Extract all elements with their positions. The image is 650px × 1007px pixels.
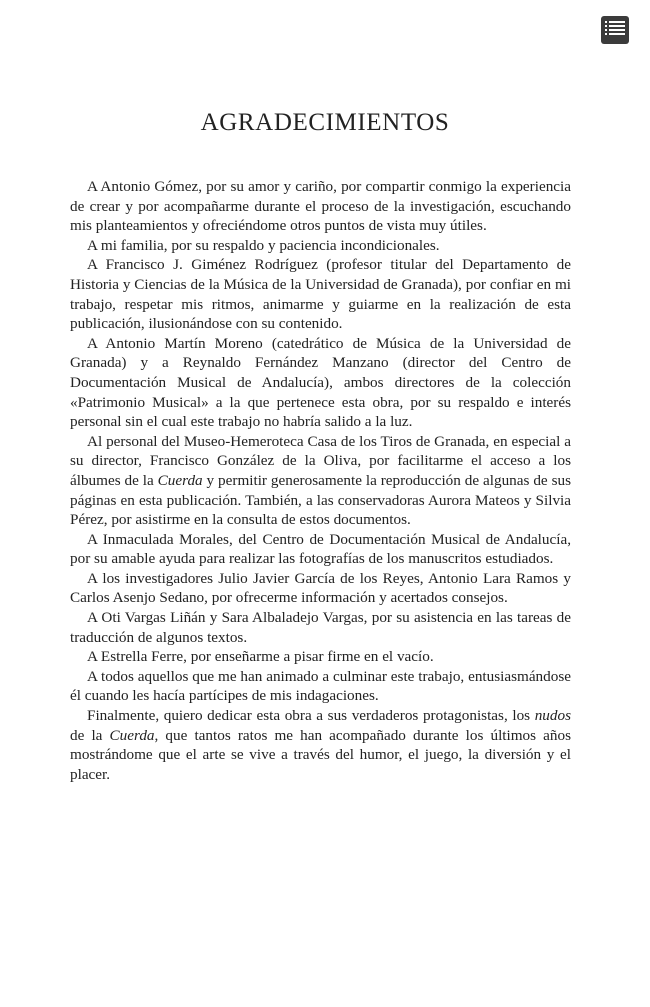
text-run: Al personal del Museo-Hemeroteca Casa de los Tiros de Granada, en especial a su director, Francisco González de la Oliva, por facilitarme el acceso a los álbumes de la xyxy=(70,432,571,489)
emphasis-cuerda: Cuerda xyxy=(157,471,203,489)
list-menu-icon[interactable] xyxy=(601,16,629,44)
text-run: , que tantos ratos me han acompañado durante los últimos años mostrándome que el arte se vive a través del humor, el juego, la diversión y el placer. xyxy=(70,726,571,783)
acknowledgements-body xyxy=(70,177,571,784)
paragraph-investigadores: A los investigadores Julio Javier García de los Reyes, Antonio Lara Ramos y Carlos Asenjo Sedano, por ofrecerme información y acertados consejos. xyxy=(70,569,571,607)
page-title: AGRADECIMIENTOS xyxy=(200,109,450,136)
menu-line xyxy=(605,29,625,31)
paragraph-estrella-ferre: A Estrella Ferre, por enseñarme a pisar firme en el vacío. xyxy=(87,648,434,666)
paragraph-familia: A mi familia, por su respaldo y paciencia incondicionales. xyxy=(87,236,440,254)
text-run: de la xyxy=(70,726,110,744)
menu-line xyxy=(605,33,625,35)
menu-line xyxy=(605,21,625,23)
paragraph-inmaculada-morales: A Inmaculada Morales, del Centro de Documentación Musical de Andalucía, por su amable ayuda para realizar las fotografías de los manuscritos estudiados. xyxy=(70,530,571,568)
menu-line xyxy=(605,25,625,27)
paragraph-francisco-gimenez: A Francisco J. Giménez Rodríguez (profesor titular del Departamento de Historia y Ciencias de la Música de la Universidad de Granada), por confiar en mi trabajo, respetar mis ritmos, animarme y guiarme en la realización de esta publicación, ilusionándose con su contenido. xyxy=(70,256,571,333)
emphasis-nudos: nudos xyxy=(534,707,571,725)
text-run: y permitir generosamente la reproducción de algunas de sus páginas en esta publicación. También, a las conservadoras Aurora Mateos y Silvia Pérez, por asistirme en la consulta de estos documentos. xyxy=(70,471,571,529)
paragraph-oti-vargas: A Oti Vargas Liñán y Sara Albaladejo Vargas, por su asistencia en las tareas de traducción de algunos textos. xyxy=(70,609,571,646)
emphasis-cuerda: Cuerda xyxy=(109,726,155,744)
paragraph-antonio-gomez: A Antonio Gómez, por su amor y cariño, por compartir conmigo la experiencia de crear y por acompañarme durante el proceso de la investigación, escuchando mis planteamientos y ofreciéndome otros puntos de vista muy útiles. xyxy=(70,178,571,235)
paragraph-museo-hemeroteca xyxy=(70,432,571,530)
text-run: Finalmente, quiero dedicar esta obra a sus verdaderos protagonistas, los xyxy=(87,707,535,725)
paragraph-finalmente xyxy=(70,706,571,784)
paragraph-antonio-martin: A Antonio Martín Moreno (catedrático de Música de la Universidad de Granada) y a Reynaldo Fernández Manzano (director del Centro de Documentación Musical de Andalucía), ambos directores de la colección «Patrimonio Musical» a la que pertenece esta obra, por su respaldo e interés personal sin el cual este trabajo no habría salido a la luz. xyxy=(70,334,571,431)
paragraph-todos-aquellos: A todos aquellos que me han animado a culminar este trabajo, entusiasmándose él cuando les hacía partícipes de mis indagaciones. xyxy=(70,667,571,705)
